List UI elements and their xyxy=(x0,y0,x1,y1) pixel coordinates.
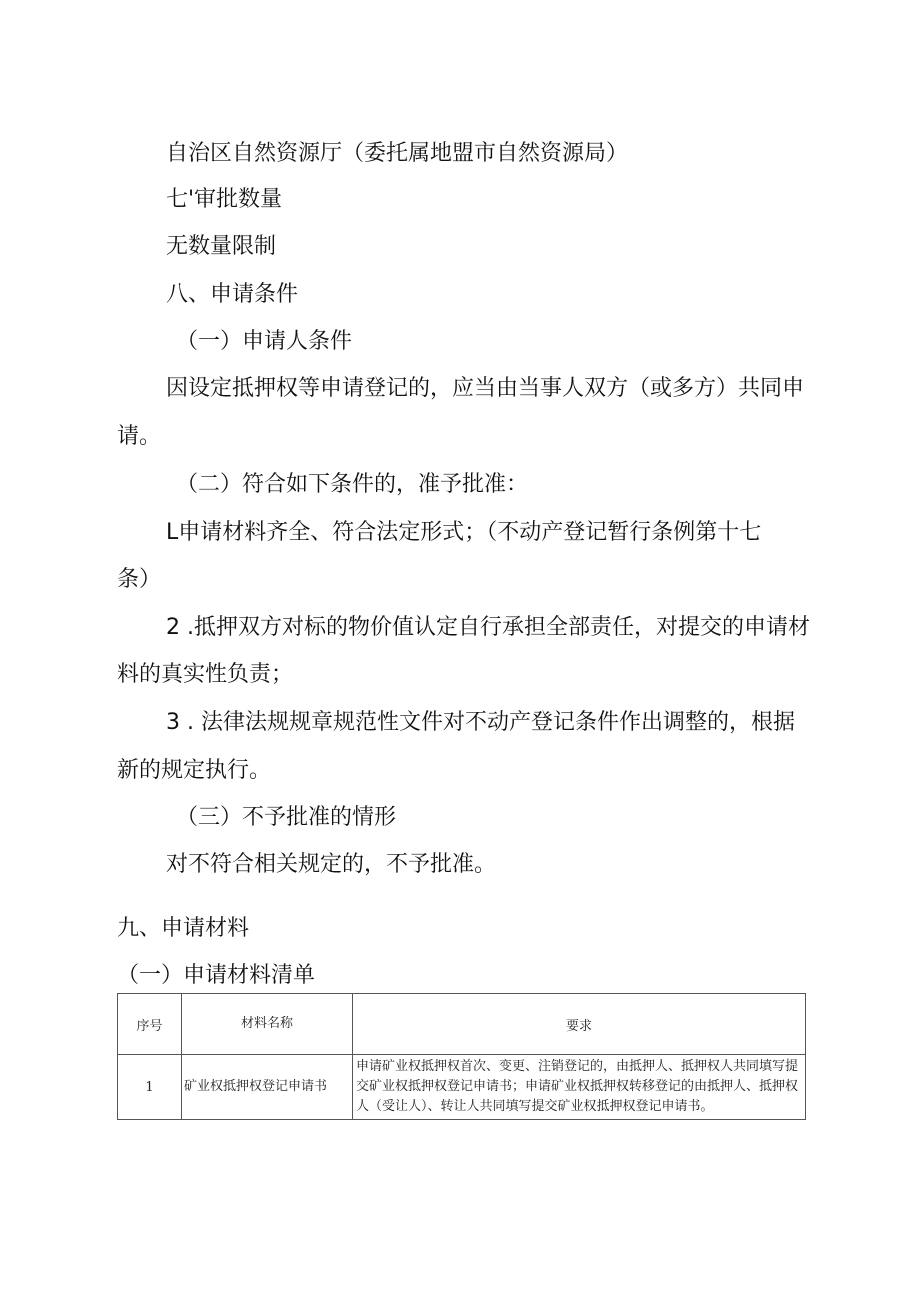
paragraph-no-limit: 无数量限制 xyxy=(166,234,277,259)
paragraph-rejection: 对不符合相关规定的，不予批准。 xyxy=(166,852,497,877)
paragraph-condition-2-line2: 料的真实性负责； xyxy=(117,662,294,687)
cell-material-name: 矿业权抵押权登记申请书 xyxy=(182,1055,353,1120)
paragraph-joint-application-line2: 请。 xyxy=(117,424,162,449)
subheading-materials-list: （一）申请材料清单 xyxy=(117,963,316,988)
heading-application-materials: 九、申请材料 xyxy=(117,916,250,941)
column-header-material-name: 材料名称 xyxy=(182,994,353,1055)
paragraph-joint-application-line1: 因设定抵押权等申请登记的，应当由当事人双方（或多方）共同申 xyxy=(166,376,805,401)
paragraph-condition-3-line1: 3 . 法律法规规章规范性文件对不动产登记条件作出调整的，根据 xyxy=(166,710,795,735)
cell-requirement: 申请矿业权抵押权首次、变更、注销登记的，由抵押人、抵押权人共同填写提交矿业权抵押权登记申请书；申请矿业权抵押权转移登记的由抵押人、抵押权人（受让人）、转让人共同填写提交矿业权抵押权登记申请书。 xyxy=(353,1055,806,1120)
heading-approval-quantity: 七'审批数量 xyxy=(166,187,283,212)
materials-table xyxy=(117,993,806,1120)
table-header-row xyxy=(118,994,806,1055)
paragraph-condition-3-line2: 新的规定执行。 xyxy=(117,758,272,783)
column-header-requirement: 要求 xyxy=(353,994,806,1055)
column-header-number: 序号 xyxy=(118,994,182,1055)
table-row xyxy=(118,1055,806,1120)
paragraph-condition-1-line1: L申请材料齐全、符合法定形式；（不动产登记暂行条例第十七 xyxy=(166,520,762,545)
subheading-applicant-conditions: （一）申请人条件 xyxy=(176,329,353,354)
paragraph-condition-2-line1: 2 .抵押双方对标的物价值认定自行承担全部责任，对提交的申请材 xyxy=(166,615,810,640)
heading-application-conditions: 八、申请条件 xyxy=(166,282,299,307)
subheading-approval-conditions: （二）符合如下条件的，准予批准： xyxy=(176,472,529,497)
paragraph-approval-authority: 自治区自然资源厅（委托属地盟市自然资源局） xyxy=(166,141,629,166)
paragraph-condition-1-line2: 条） xyxy=(117,567,162,592)
cell-number: 1 xyxy=(118,1055,182,1120)
subheading-rejection-cases: （三）不予批准的情形 xyxy=(176,805,397,830)
